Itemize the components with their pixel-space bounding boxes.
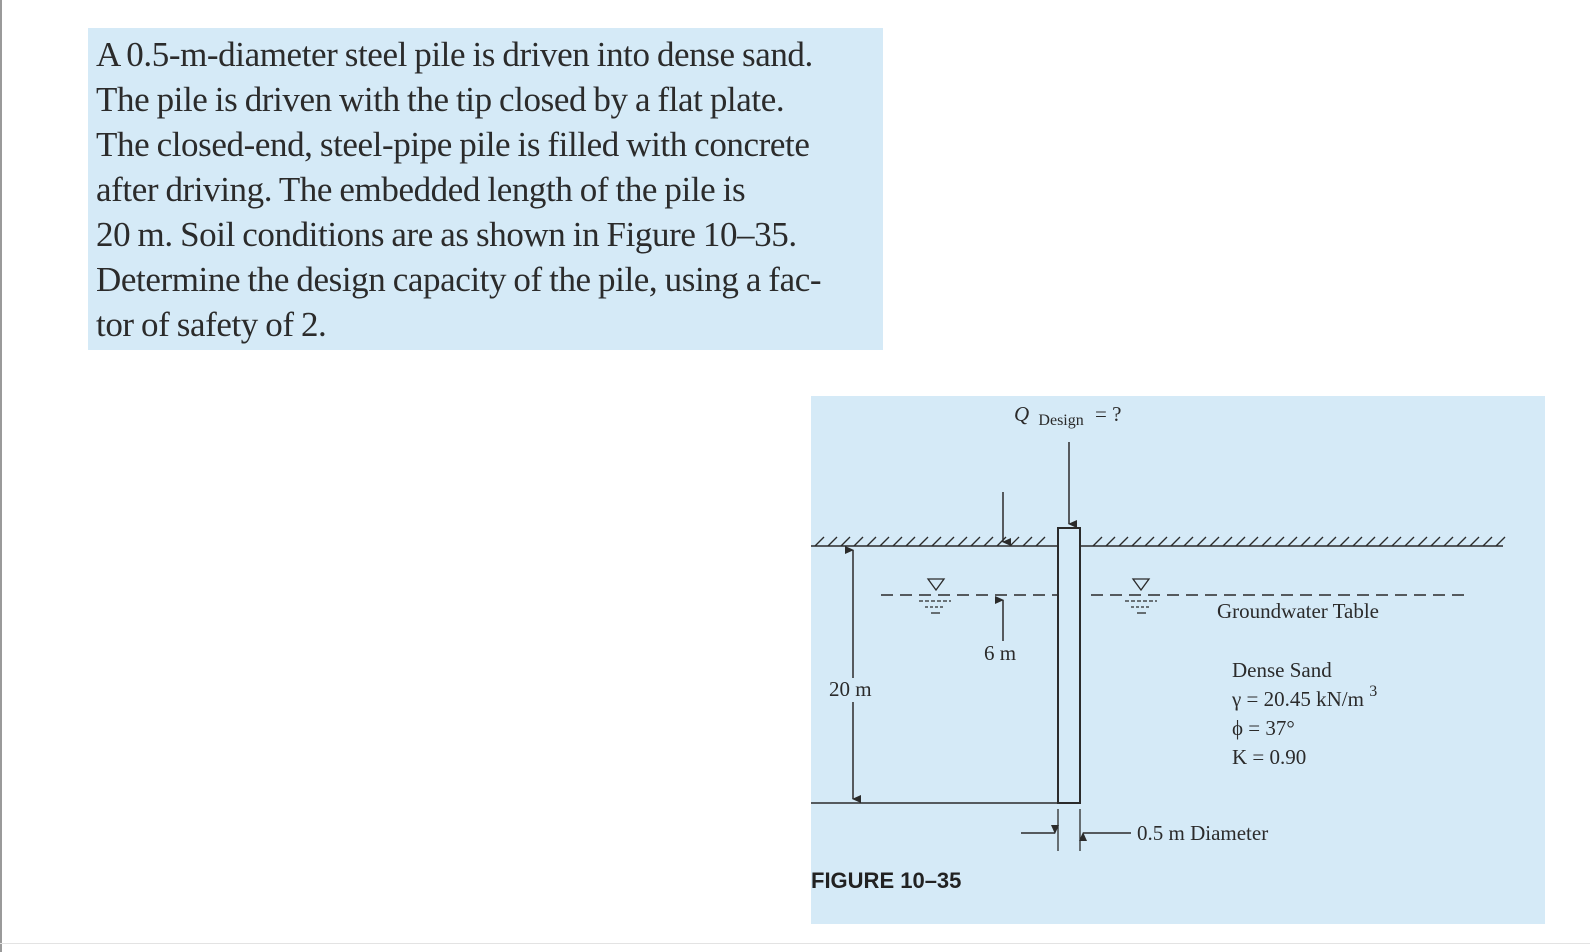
- ground-hatch-mark: [1119, 537, 1128, 546]
- pile-diagram: [811, 396, 1545, 924]
- problem-line: A 0.5-m-diameter steel pile is driven into dense sand.: [96, 35, 813, 74]
- ground-hatch-mark: [958, 537, 967, 546]
- ground-hatch-mark: [1106, 537, 1115, 546]
- problem-line: after driving. The embedded length of the pile is: [96, 170, 746, 209]
- groundwater-label: Groundwater Table: [1217, 599, 1380, 623]
- ground-hatch-mark: [1132, 537, 1141, 546]
- problem-line: 20 m. Soil conditions are as shown in Figure 10–35.: [96, 215, 797, 254]
- problem-line: The pile is driven with the tip closed by a flat plate.: [96, 80, 785, 119]
- ground-hatch-mark: [1314, 537, 1323, 546]
- ground-hatch-mark: [1327, 537, 1336, 546]
- ground-hatch-mark: [1301, 537, 1310, 546]
- ground-hatch-mark: [906, 537, 915, 546]
- ground-hatch-mark: [1010, 537, 1019, 546]
- ground-hatch-mark: [1353, 537, 1362, 546]
- ground-hatch-mark: [1431, 537, 1440, 546]
- ground-hatch-mark: [867, 537, 876, 546]
- ground-hatch-mark: [919, 537, 928, 546]
- ground-hatch-mark: [1496, 537, 1505, 546]
- ground-hatch-mark: [1262, 537, 1271, 546]
- ground-hatch-mark: [815, 537, 824, 546]
- ground-hatch-mark: [1483, 537, 1492, 546]
- ground-hatch-mark: [1145, 537, 1154, 546]
- ground-hatch-mark: [854, 537, 863, 546]
- ground-hatch-mark: [1158, 537, 1167, 546]
- ground-hatch-mark: [1405, 537, 1414, 546]
- ground-hatch-mark: [1223, 537, 1232, 546]
- ground-hatch-mark: [997, 537, 1006, 546]
- ground-hatch-mark: [1366, 537, 1375, 546]
- ground-hatch-mark: [893, 537, 902, 546]
- ground-hatch-mark: [1457, 537, 1466, 546]
- water-table-symbol-left: [919, 579, 951, 613]
- ground-hatch-mark: [971, 537, 980, 546]
- unit-exponent: 3: [1369, 683, 1378, 700]
- ground-hatch-mark: [1023, 537, 1032, 546]
- ground-hatch-mark: [1093, 537, 1102, 546]
- ground-hatch-mark: [1236, 537, 1245, 546]
- soil-name-label: Dense Sand: [1232, 658, 1332, 682]
- ground-hatch-mark: [984, 537, 993, 546]
- load-subscript: Design: [1038, 412, 1084, 429]
- soil-friction-angle: ϕ = 37°: [1232, 716, 1295, 740]
- ground-hatch-mark: [1392, 537, 1401, 546]
- ground-hatch-mark: [945, 537, 954, 546]
- load-symbol: Q: [1014, 402, 1030, 426]
- ground-hatch-mark: [880, 537, 889, 546]
- ground-hatch-mark: [1418, 537, 1427, 546]
- load-suffix: = ?: [1095, 402, 1122, 426]
- ground-hatch-mark: [1470, 537, 1479, 546]
- ground-hatch-mark: [1249, 537, 1258, 546]
- ground-hatch-mark: [1379, 537, 1388, 546]
- ground-hatch-mark: [1197, 537, 1206, 546]
- soil-k-value: K = 0.90: [1232, 745, 1307, 769]
- pile-length-label: 20 m: [829, 677, 872, 701]
- svg-text:Q Design = ?: [1014, 402, 1121, 430]
- ground-hatch-mark: [828, 537, 837, 546]
- ground-hatch-mark: [1171, 537, 1180, 546]
- ground-hatch-mark: [841, 537, 850, 546]
- figure-10-35: [811, 396, 1545, 924]
- problem-statement: [88, 28, 883, 350]
- gw-depth-label: 6 m: [984, 641, 1017, 665]
- ground-surface: [811, 537, 1505, 546]
- ground-hatch-mark: [1288, 537, 1297, 546]
- svg-text:γ = 20.45 kN/m 3: [1231, 683, 1377, 711]
- page-bottom-border: [0, 943, 1590, 944]
- problem-line: Determine the design capacity of the pile, using a fac-: [96, 260, 822, 299]
- ground-hatch-mark: [1036, 537, 1045, 546]
- problem-line: tor of safety of 2.: [96, 305, 327, 344]
- problem-line: The closed-end, steel-pipe pile is filled with concrete: [96, 125, 810, 164]
- diameter-label: 0.5 m Diameter: [1137, 821, 1269, 845]
- ground-hatch-mark: [1444, 537, 1453, 546]
- pile: [1058, 528, 1080, 803]
- ground-hatch-mark: [1275, 537, 1284, 546]
- soil-unit-weight: γ = 20.45 kN/m: [1232, 687, 1364, 711]
- figure-caption: FIGURE 10–35: [811, 868, 962, 893]
- ground-hatch-mark: [1184, 537, 1193, 546]
- ground-hatch-mark: [1340, 537, 1349, 546]
- ground-hatch-mark: [932, 537, 941, 546]
- ground-hatch-mark: [1210, 537, 1219, 546]
- page-left-border: [0, 0, 2, 952]
- water-table-symbol-right: [1125, 579, 1157, 613]
